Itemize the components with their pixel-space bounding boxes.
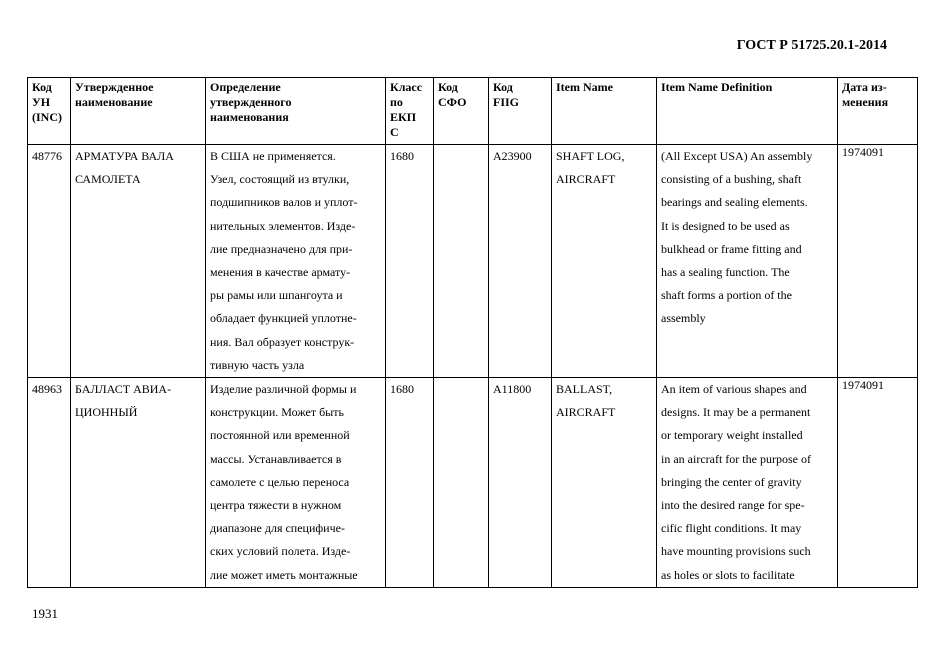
text-line: В США не применяется. <box>210 149 336 163</box>
text-line: Утвержденное <box>75 80 154 94</box>
text-line: has a sealing function. The <box>661 265 790 280</box>
cell-inc: 48776 <box>28 145 71 378</box>
page-number: 1931 <box>32 606 58 621</box>
cell-approved-name <box>71 378 206 588</box>
cell-class: 1680 <box>386 145 434 378</box>
cell-item-name <box>552 378 657 588</box>
text-line: or temporary weight installed <box>661 428 803 443</box>
text-line: менения в качестве армату- <box>210 265 351 280</box>
text-line: (INC) <box>32 110 62 124</box>
text-line: It is designed to be used as <box>661 218 790 233</box>
text-line: Изделие различной формы и <box>210 382 357 397</box>
text-line: have mounting provisions such <box>661 544 811 559</box>
text-line: УН <box>32 95 51 109</box>
text-line: AIRCRAFT <box>556 172 616 187</box>
text-line: Код <box>493 80 513 94</box>
header-sfo <box>434 78 489 145</box>
header-approved-name <box>71 78 206 145</box>
cell-approved-definition <box>206 378 386 588</box>
cell-item-definition <box>657 378 838 588</box>
text-line: БАЛЛАСТ АВИА- <box>75 382 172 397</box>
text-line: Item Name Definition <box>661 80 773 94</box>
text-line: центра тяжести в нужном <box>210 498 342 513</box>
text-line: shaft forms a portion of the <box>661 288 792 303</box>
text-line: ния. Вал образует конструк- <box>210 334 355 349</box>
text-line: as holes or slots to facilitate <box>661 567 795 582</box>
table-row <box>28 145 918 378</box>
text-line: Код <box>32 80 52 94</box>
text-line: designs. It may be a permanent <box>661 405 811 420</box>
cell-change-date: 1974091 <box>838 378 918 588</box>
cell-inc: 48963 <box>28 378 71 588</box>
text-line: АРМАТУРА ВАЛА <box>75 149 174 163</box>
text-line: Класс <box>390 80 423 94</box>
text-line: лие может иметь монтажные <box>210 567 358 582</box>
text-line: into the desired range for spe- <box>661 498 805 513</box>
text-line: ры рамы или шпангоута и <box>210 288 343 303</box>
cell-approved-definition <box>206 145 386 378</box>
header-item-definition <box>657 78 838 145</box>
nomenclature-table <box>27 77 918 588</box>
header-item-name <box>552 78 657 145</box>
text-line: bearings and sealing elements. <box>661 195 808 210</box>
header-inc <box>28 78 71 145</box>
text-line: Item Name <box>556 80 613 94</box>
text-line: (All Except USA) An assembly <box>661 149 813 163</box>
text-line: SHAFT LOG, <box>556 149 625 163</box>
text-line: массы. Устанавливается в <box>210 451 342 466</box>
text-line: обладает функцией уплотне- <box>210 311 357 326</box>
text-line: FIIG <box>493 95 520 109</box>
text-line: самолете с целью переноса <box>210 474 350 489</box>
text-line: СФО <box>438 95 467 109</box>
cell-sfo <box>434 145 489 378</box>
text-line: An item of various shapes and <box>661 382 807 397</box>
text-line: AIRCRAFT <box>556 405 616 420</box>
text-line: по <box>390 95 403 109</box>
text-line: САМОЛЕТА <box>75 172 141 187</box>
cell-fiig: A11800 <box>489 378 552 588</box>
cell-change-date: 1974091 <box>838 145 918 378</box>
text-line: Определение <box>210 80 281 94</box>
text-line: нительных элементов. Изде- <box>210 218 356 233</box>
text-line: BALLAST, <box>556 382 613 397</box>
text-line: ских условий полета. Изде- <box>210 544 351 559</box>
text-line: assembly <box>661 311 706 326</box>
header-class <box>386 78 434 145</box>
text-line: bringing the center of gravity <box>661 474 802 489</box>
table-header-row <box>28 78 918 145</box>
text-line: in an aircraft for the purpose of <box>661 451 811 466</box>
text-line: постоянной или временной <box>210 428 350 443</box>
header-change-date <box>838 78 918 145</box>
text-line: тивную часть узла <box>210 357 305 372</box>
text-line: Узел, состоящий из втулки, <box>210 172 350 187</box>
text-line: Код <box>438 80 458 94</box>
text-line: наименования <box>210 110 289 124</box>
header-approved-definition <box>206 78 386 145</box>
text-line: подшипников валов и уплот- <box>210 195 358 210</box>
cell-sfo <box>434 378 489 588</box>
text-line: утвержденного <box>210 95 292 109</box>
text-line: ЦИОННЫЙ <box>75 405 138 420</box>
text-line: С <box>390 125 399 139</box>
cell-fiig: A23900 <box>489 145 552 378</box>
text-line: consisting of a bushing, shaft <box>661 172 802 187</box>
cell-class: 1680 <box>386 378 434 588</box>
cell-item-name <box>552 145 657 378</box>
text-line: cific flight conditions. It may <box>661 521 802 536</box>
text-line: ЕКП <box>390 110 417 124</box>
text-line: менения <box>842 95 889 109</box>
text-line: диапазоне для специфиче- <box>210 521 345 536</box>
text-line: Дата из- <box>842 80 887 94</box>
cell-approved-name <box>71 145 206 378</box>
text-line: конструкции. Может быть <box>210 405 344 420</box>
standard-code: ГОСТ Р 51725.20.1-2014 <box>736 38 887 53</box>
text-line: наименование <box>75 95 153 109</box>
cell-item-definition <box>657 145 838 378</box>
header-fiig <box>489 78 552 145</box>
text-line: bulkhead or frame fitting and <box>661 241 802 256</box>
table-row <box>28 378 918 588</box>
text-line: лие предназначено для при- <box>210 241 353 256</box>
